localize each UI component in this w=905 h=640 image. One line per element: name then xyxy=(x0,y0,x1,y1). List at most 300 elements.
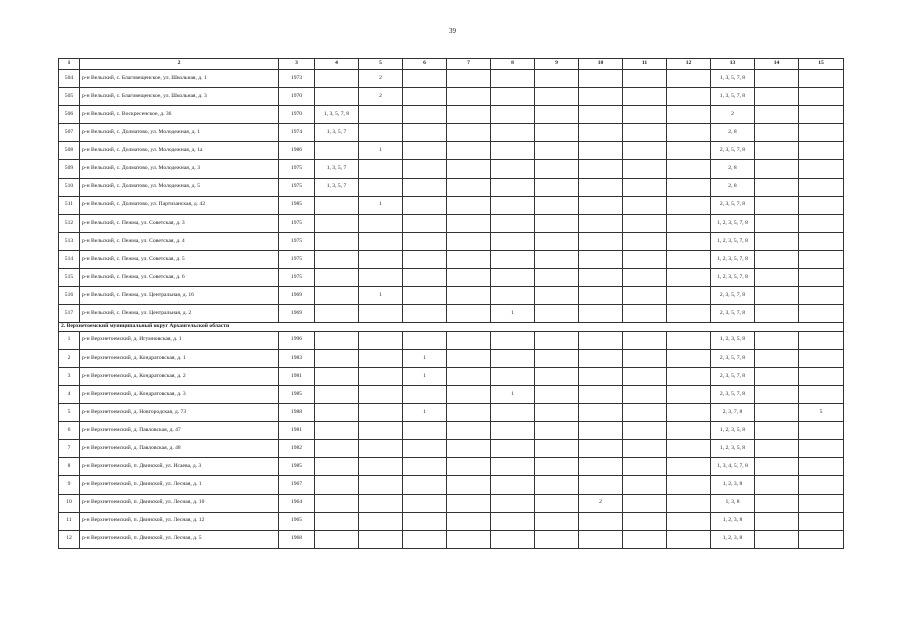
col-7-cell xyxy=(447,269,491,287)
col-8-cell xyxy=(491,422,535,440)
col-14-cell xyxy=(755,196,799,214)
col-14-cell xyxy=(755,250,799,268)
col-8-cell xyxy=(491,232,535,250)
col-11-cell xyxy=(623,124,667,142)
col-4-cell xyxy=(315,367,359,385)
col-13-cell: 1, 2, 3, 5, 7, 8 xyxy=(711,250,755,268)
col-10-cell xyxy=(579,422,623,440)
col-4-cell xyxy=(315,196,359,214)
col-8-cell xyxy=(491,124,535,142)
col-10-cell xyxy=(579,106,623,124)
col-4-cell xyxy=(315,269,359,287)
col-10-cell xyxy=(579,196,623,214)
row-number: 11 xyxy=(59,512,80,530)
col-4-cell xyxy=(315,349,359,367)
col-10-cell xyxy=(579,349,623,367)
col-6-cell xyxy=(403,106,447,124)
col-5-cell xyxy=(359,385,403,403)
col-9-cell xyxy=(535,530,579,548)
col-7-cell xyxy=(447,331,491,349)
col-13-cell: 1, 3, 4, 5, 7, 8 xyxy=(711,458,755,476)
col-5-cell: 2 xyxy=(359,70,403,88)
col-10-cell xyxy=(579,88,623,106)
column-header: 6 xyxy=(403,59,447,70)
column-header: 12 xyxy=(667,59,711,70)
col-4-cell xyxy=(315,458,359,476)
col-15-cell xyxy=(799,494,844,512)
col-12-cell xyxy=(667,422,711,440)
year-cell: 1981 xyxy=(279,422,315,440)
section-row xyxy=(59,323,844,331)
col-15-cell xyxy=(799,305,844,323)
col-8-cell: 1 xyxy=(491,305,535,323)
col-13-cell: 2, 3, 5, 7, 8 xyxy=(711,196,755,214)
col-14-cell xyxy=(755,440,799,458)
col-5-cell xyxy=(359,160,403,178)
col-8-cell xyxy=(491,142,535,160)
col-4-cell xyxy=(315,331,359,349)
row-number: 507 xyxy=(59,124,80,142)
col-10-cell xyxy=(579,512,623,530)
table-row xyxy=(59,70,844,88)
col-4-cell xyxy=(315,422,359,440)
col-15-cell xyxy=(799,512,844,530)
year-cell: 1968 xyxy=(279,530,315,548)
row-number: 7 xyxy=(59,440,80,458)
column-header: 2 xyxy=(80,59,279,70)
column-header: 4 xyxy=(315,59,359,70)
col-5-cell xyxy=(359,530,403,548)
col-5-cell xyxy=(359,422,403,440)
col-14-cell xyxy=(755,458,799,476)
col-11-cell xyxy=(623,196,667,214)
col-4-cell xyxy=(315,287,359,305)
col-11-cell xyxy=(623,367,667,385)
col-6-cell xyxy=(403,385,447,403)
col-9-cell xyxy=(535,142,579,160)
col-14-cell xyxy=(755,88,799,106)
col-8-cell xyxy=(491,530,535,548)
col-4-cell xyxy=(315,70,359,88)
col-10-cell xyxy=(579,530,623,548)
table-row xyxy=(59,476,844,494)
col-15-cell xyxy=(799,349,844,367)
col-8-cell xyxy=(491,458,535,476)
col-13-cell: 2, 8 xyxy=(711,160,755,178)
col-5-cell xyxy=(359,367,403,385)
header-row xyxy=(59,59,844,70)
col-6-cell xyxy=(403,476,447,494)
col-8-cell xyxy=(491,88,535,106)
col-10-cell xyxy=(579,476,623,494)
col-12-cell xyxy=(667,142,711,160)
col-9-cell xyxy=(535,269,579,287)
table-row xyxy=(59,305,844,323)
col-8-cell xyxy=(491,250,535,268)
address-cell: р-н Верхнетоемский, п. Двинской, ул. Лесная, д. 12 xyxy=(80,512,279,530)
column-header: 15 xyxy=(799,59,844,70)
col-15-cell xyxy=(799,160,844,178)
col-10-cell xyxy=(579,385,623,403)
col-15-cell xyxy=(799,530,844,548)
row-number: 1 xyxy=(59,331,80,349)
col-13-cell: 2, 3, 7, 8 xyxy=(711,404,755,422)
col-8-cell xyxy=(491,331,535,349)
col-10-cell xyxy=(579,250,623,268)
table-row xyxy=(59,124,844,142)
year-cell: 1985 xyxy=(279,196,315,214)
col-8-cell xyxy=(491,476,535,494)
year-cell: 1973 xyxy=(279,70,315,88)
col-9-cell xyxy=(535,106,579,124)
col-4-cell xyxy=(315,530,359,548)
col-4-cell xyxy=(315,476,359,494)
col-6-cell: 1 xyxy=(403,349,447,367)
col-9-cell xyxy=(535,88,579,106)
col-13-cell: 1, 2, 3, 8 xyxy=(711,530,755,548)
col-6-cell xyxy=(403,124,447,142)
row-number: 3 xyxy=(59,367,80,385)
col-8-cell xyxy=(491,160,535,178)
col-4-cell: 1, 3, 5, 7 xyxy=(315,178,359,196)
col-14-cell xyxy=(755,70,799,88)
col-12-cell xyxy=(667,530,711,548)
col-10-cell xyxy=(579,458,623,476)
column-header: 5 xyxy=(359,59,403,70)
row-number: 508 xyxy=(59,142,80,160)
col-15-cell xyxy=(799,385,844,403)
col-13-cell: 2, 3, 5, 7, 8 xyxy=(711,367,755,385)
col-13-cell: 1, 2, 3, 5, 8 xyxy=(711,422,755,440)
col-15-cell xyxy=(799,70,844,88)
row-number: 511 xyxy=(59,196,80,214)
col-5-cell xyxy=(359,512,403,530)
year-cell: 1967 xyxy=(279,476,315,494)
table-row xyxy=(59,287,844,305)
col-7-cell xyxy=(447,250,491,268)
row-number: 513 xyxy=(59,232,80,250)
col-10-cell xyxy=(579,214,623,232)
table-row xyxy=(59,331,844,349)
year-cell: 1985 xyxy=(279,385,315,403)
col-9-cell xyxy=(535,232,579,250)
address-cell: р-н Вельский, с. Долматово, ул. Партизанская, д. 42 xyxy=(80,196,279,214)
address-cell: р-н Верхнетоемский, д. Кондратовская, д. 2 xyxy=(80,367,279,385)
col-10-cell xyxy=(579,404,623,422)
col-5-cell xyxy=(359,106,403,124)
table-row xyxy=(59,458,844,476)
col-9-cell xyxy=(535,178,579,196)
col-11-cell xyxy=(623,385,667,403)
col-14-cell xyxy=(755,178,799,196)
table-row xyxy=(59,422,844,440)
col-9-cell xyxy=(535,160,579,178)
address-cell: р-н Вельский, с. Благовещенское, ул. Школьная, д. 1 xyxy=(80,70,279,88)
col-13-cell: 2, 3, 5, 7, 8 xyxy=(711,305,755,323)
col-5-cell xyxy=(359,349,403,367)
row-number: 510 xyxy=(59,178,80,196)
col-11-cell xyxy=(623,404,667,422)
col-13-cell: 2, 8 xyxy=(711,124,755,142)
col-5-cell xyxy=(359,232,403,250)
col-12-cell xyxy=(667,512,711,530)
col-13-cell: 1, 3, 8 xyxy=(711,494,755,512)
col-14-cell xyxy=(755,305,799,323)
column-header: 8 xyxy=(491,59,535,70)
col-12-cell xyxy=(667,269,711,287)
address-cell: р-н Верхнетоемский, п. Двинской, ул. Лесная, д. 5 xyxy=(80,530,279,548)
year-cell: 1996 xyxy=(279,331,315,349)
col-13-cell: 2, 3, 5, 7, 8 xyxy=(711,142,755,160)
col-5-cell xyxy=(359,494,403,512)
col-15-cell xyxy=(799,367,844,385)
col-6-cell xyxy=(403,88,447,106)
col-4-cell: 1, 3, 5, 7 xyxy=(315,160,359,178)
address-cell: р-н Вельский, с. Пежма, ул. Советская, д. 4 xyxy=(80,232,279,250)
row-number: 4 xyxy=(59,385,80,403)
col-10-cell xyxy=(579,232,623,250)
col-10-cell xyxy=(579,287,623,305)
year-cell: 1974 xyxy=(279,124,315,142)
col-9-cell xyxy=(535,349,579,367)
col-15-cell xyxy=(799,440,844,458)
col-10-cell xyxy=(579,331,623,349)
col-7-cell xyxy=(447,305,491,323)
table-row xyxy=(59,512,844,530)
col-6-cell xyxy=(403,160,447,178)
col-11-cell xyxy=(623,440,667,458)
col-15-cell xyxy=(799,106,844,124)
col-7-cell xyxy=(447,494,491,512)
row-number: 2 xyxy=(59,349,80,367)
col-7-cell xyxy=(447,476,491,494)
col-13-cell: 2, 3, 5, 7, 8 xyxy=(711,385,755,403)
column-header: 3 xyxy=(279,59,315,70)
col-6-cell xyxy=(403,232,447,250)
table-row xyxy=(59,494,844,512)
table-row xyxy=(59,269,844,287)
col-13-cell: 1, 2, 3, 5, 7, 8 xyxy=(711,232,755,250)
year-cell: 1975 xyxy=(279,178,315,196)
col-6-cell xyxy=(403,440,447,458)
col-10-cell xyxy=(579,367,623,385)
col-4-cell: 1, 3, 5, 7 xyxy=(315,124,359,142)
col-13-cell: 1, 2, 3, 5, 7, 8 xyxy=(711,269,755,287)
register-table xyxy=(58,58,844,549)
address-cell: р-н Верхнетоемский, д. Павловская, д. 48 xyxy=(80,440,279,458)
address-cell: р-н Вельский, с. Пежма, ул. Советская, д. 5 xyxy=(80,250,279,268)
address-cell: р-н Вельский, с. Пежма, ул. Центральная, д. 16 xyxy=(80,287,279,305)
col-14-cell xyxy=(755,385,799,403)
col-7-cell xyxy=(447,214,491,232)
year-cell: 1970 xyxy=(279,88,315,106)
col-11-cell xyxy=(623,70,667,88)
col-7-cell xyxy=(447,349,491,367)
col-8-cell xyxy=(491,440,535,458)
col-12-cell xyxy=(667,88,711,106)
year-cell: 1975 xyxy=(279,214,315,232)
col-15-cell xyxy=(799,124,844,142)
col-7-cell xyxy=(447,367,491,385)
col-9-cell xyxy=(535,305,579,323)
column-header: 10 xyxy=(579,59,623,70)
col-9-cell xyxy=(535,214,579,232)
col-4-cell xyxy=(315,494,359,512)
col-6-cell: 1 xyxy=(403,404,447,422)
table-body xyxy=(59,70,844,549)
col-15-cell: 5 xyxy=(799,404,844,422)
col-11-cell xyxy=(623,349,667,367)
col-9-cell xyxy=(535,124,579,142)
col-15-cell xyxy=(799,232,844,250)
col-12-cell xyxy=(667,106,711,124)
col-11-cell xyxy=(623,512,667,530)
col-11-cell xyxy=(623,422,667,440)
address-cell: р-н Верхнетоемский, д. Игумновская, д. 1 xyxy=(80,331,279,349)
col-7-cell xyxy=(447,385,491,403)
row-number: 516 xyxy=(59,287,80,305)
page-number: 39 xyxy=(449,27,456,35)
table-row xyxy=(59,196,844,214)
col-13-cell: 1, 2, 3, 5, 7, 8 xyxy=(711,214,755,232)
table-header xyxy=(59,59,844,70)
col-7-cell xyxy=(447,196,491,214)
col-11-cell xyxy=(623,232,667,250)
col-7-cell xyxy=(447,440,491,458)
address-cell: р-н Вельский, с. Долматово, ул. Молодежная, д. 5 xyxy=(80,178,279,196)
col-14-cell xyxy=(755,269,799,287)
col-11-cell xyxy=(623,476,667,494)
col-12-cell xyxy=(667,214,711,232)
col-7-cell xyxy=(447,287,491,305)
address-cell: р-н Вельский, с. Долматово, ул. Молодежная, д. 1а xyxy=(80,142,279,160)
col-11-cell xyxy=(623,178,667,196)
col-4-cell xyxy=(315,142,359,160)
col-15-cell xyxy=(799,458,844,476)
col-4-cell xyxy=(315,404,359,422)
col-8-cell xyxy=(491,70,535,88)
col-14-cell xyxy=(755,422,799,440)
col-14-cell xyxy=(755,331,799,349)
col-12-cell xyxy=(667,305,711,323)
col-5-cell xyxy=(359,440,403,458)
col-6-cell xyxy=(403,494,447,512)
col-12-cell xyxy=(667,178,711,196)
col-5-cell xyxy=(359,214,403,232)
col-9-cell xyxy=(535,196,579,214)
col-14-cell xyxy=(755,476,799,494)
year-cell: 1983 xyxy=(279,349,315,367)
col-13-cell: 2 xyxy=(711,106,755,124)
col-11-cell xyxy=(623,331,667,349)
year-cell: 1964 xyxy=(279,494,315,512)
col-7-cell xyxy=(447,232,491,250)
col-7-cell xyxy=(447,512,491,530)
col-11-cell xyxy=(623,287,667,305)
column-header: 11 xyxy=(623,59,667,70)
col-10-cell xyxy=(579,178,623,196)
col-10-cell xyxy=(579,124,623,142)
col-11-cell xyxy=(623,250,667,268)
col-12-cell xyxy=(667,331,711,349)
col-14-cell xyxy=(755,142,799,160)
year-cell: 1981 xyxy=(279,367,315,385)
col-11-cell xyxy=(623,494,667,512)
col-4-cell xyxy=(315,214,359,232)
col-7-cell xyxy=(447,124,491,142)
col-10-cell xyxy=(579,440,623,458)
row-number: 8 xyxy=(59,458,80,476)
row-number: 5 xyxy=(59,404,80,422)
address-cell: р-н Верхнетоемский, п. Двинской, ул. Лесная, д. 1 xyxy=(80,476,279,494)
address-cell: р-н Вельский, с. Долматово, ул. Молодежная, д. 3 xyxy=(80,160,279,178)
table-row xyxy=(59,349,844,367)
table-row xyxy=(59,160,844,178)
table-row xyxy=(59,367,844,385)
col-5-cell xyxy=(359,178,403,196)
col-8-cell xyxy=(491,349,535,367)
col-7-cell xyxy=(447,106,491,124)
row-number: 9 xyxy=(59,476,80,494)
col-14-cell xyxy=(755,160,799,178)
col-13-cell: 1, 2, 3, 8 xyxy=(711,512,755,530)
col-9-cell xyxy=(535,250,579,268)
column-header: 9 xyxy=(535,59,579,70)
row-number: 514 xyxy=(59,250,80,268)
col-7-cell xyxy=(447,458,491,476)
column-header: 14 xyxy=(755,59,799,70)
col-12-cell xyxy=(667,476,711,494)
col-5-cell xyxy=(359,331,403,349)
address-cell: р-н Вельский, с. Пежма, ул. Советская, д. 6 xyxy=(80,269,279,287)
col-9-cell xyxy=(535,331,579,349)
col-9-cell xyxy=(535,476,579,494)
col-7-cell xyxy=(447,160,491,178)
col-11-cell xyxy=(623,106,667,124)
col-7-cell xyxy=(447,88,491,106)
table-row xyxy=(59,232,844,250)
col-12-cell xyxy=(667,70,711,88)
col-13-cell: 1, 2, 3, 8 xyxy=(711,476,755,494)
col-6-cell xyxy=(403,530,447,548)
col-7-cell xyxy=(447,530,491,548)
col-9-cell xyxy=(535,494,579,512)
col-14-cell xyxy=(755,512,799,530)
table-row xyxy=(59,530,844,548)
col-4-cell xyxy=(315,232,359,250)
col-8-cell xyxy=(491,106,535,124)
col-14-cell xyxy=(755,106,799,124)
table-row xyxy=(59,385,844,403)
col-15-cell xyxy=(799,178,844,196)
year-cell: 1986 xyxy=(279,142,315,160)
year-cell: 1965 xyxy=(279,512,315,530)
row-number: 512 xyxy=(59,214,80,232)
address-cell: р-н Верхнетоемский, д. Кондратовская, д. 1 xyxy=(80,349,279,367)
col-12-cell xyxy=(667,458,711,476)
col-5-cell xyxy=(359,305,403,323)
col-4-cell xyxy=(315,512,359,530)
col-8-cell xyxy=(491,367,535,385)
col-6-cell xyxy=(403,331,447,349)
col-13-cell: 2, 3, 5, 7, 8 xyxy=(711,349,755,367)
column-header: 13 xyxy=(711,59,755,70)
col-12-cell xyxy=(667,367,711,385)
col-6-cell xyxy=(403,287,447,305)
address-cell: р-н Вельский, с. Благовещенское, ул. Школьная, д. 3 xyxy=(80,88,279,106)
year-cell: 1969 xyxy=(279,287,315,305)
year-cell: 1985 xyxy=(279,458,315,476)
